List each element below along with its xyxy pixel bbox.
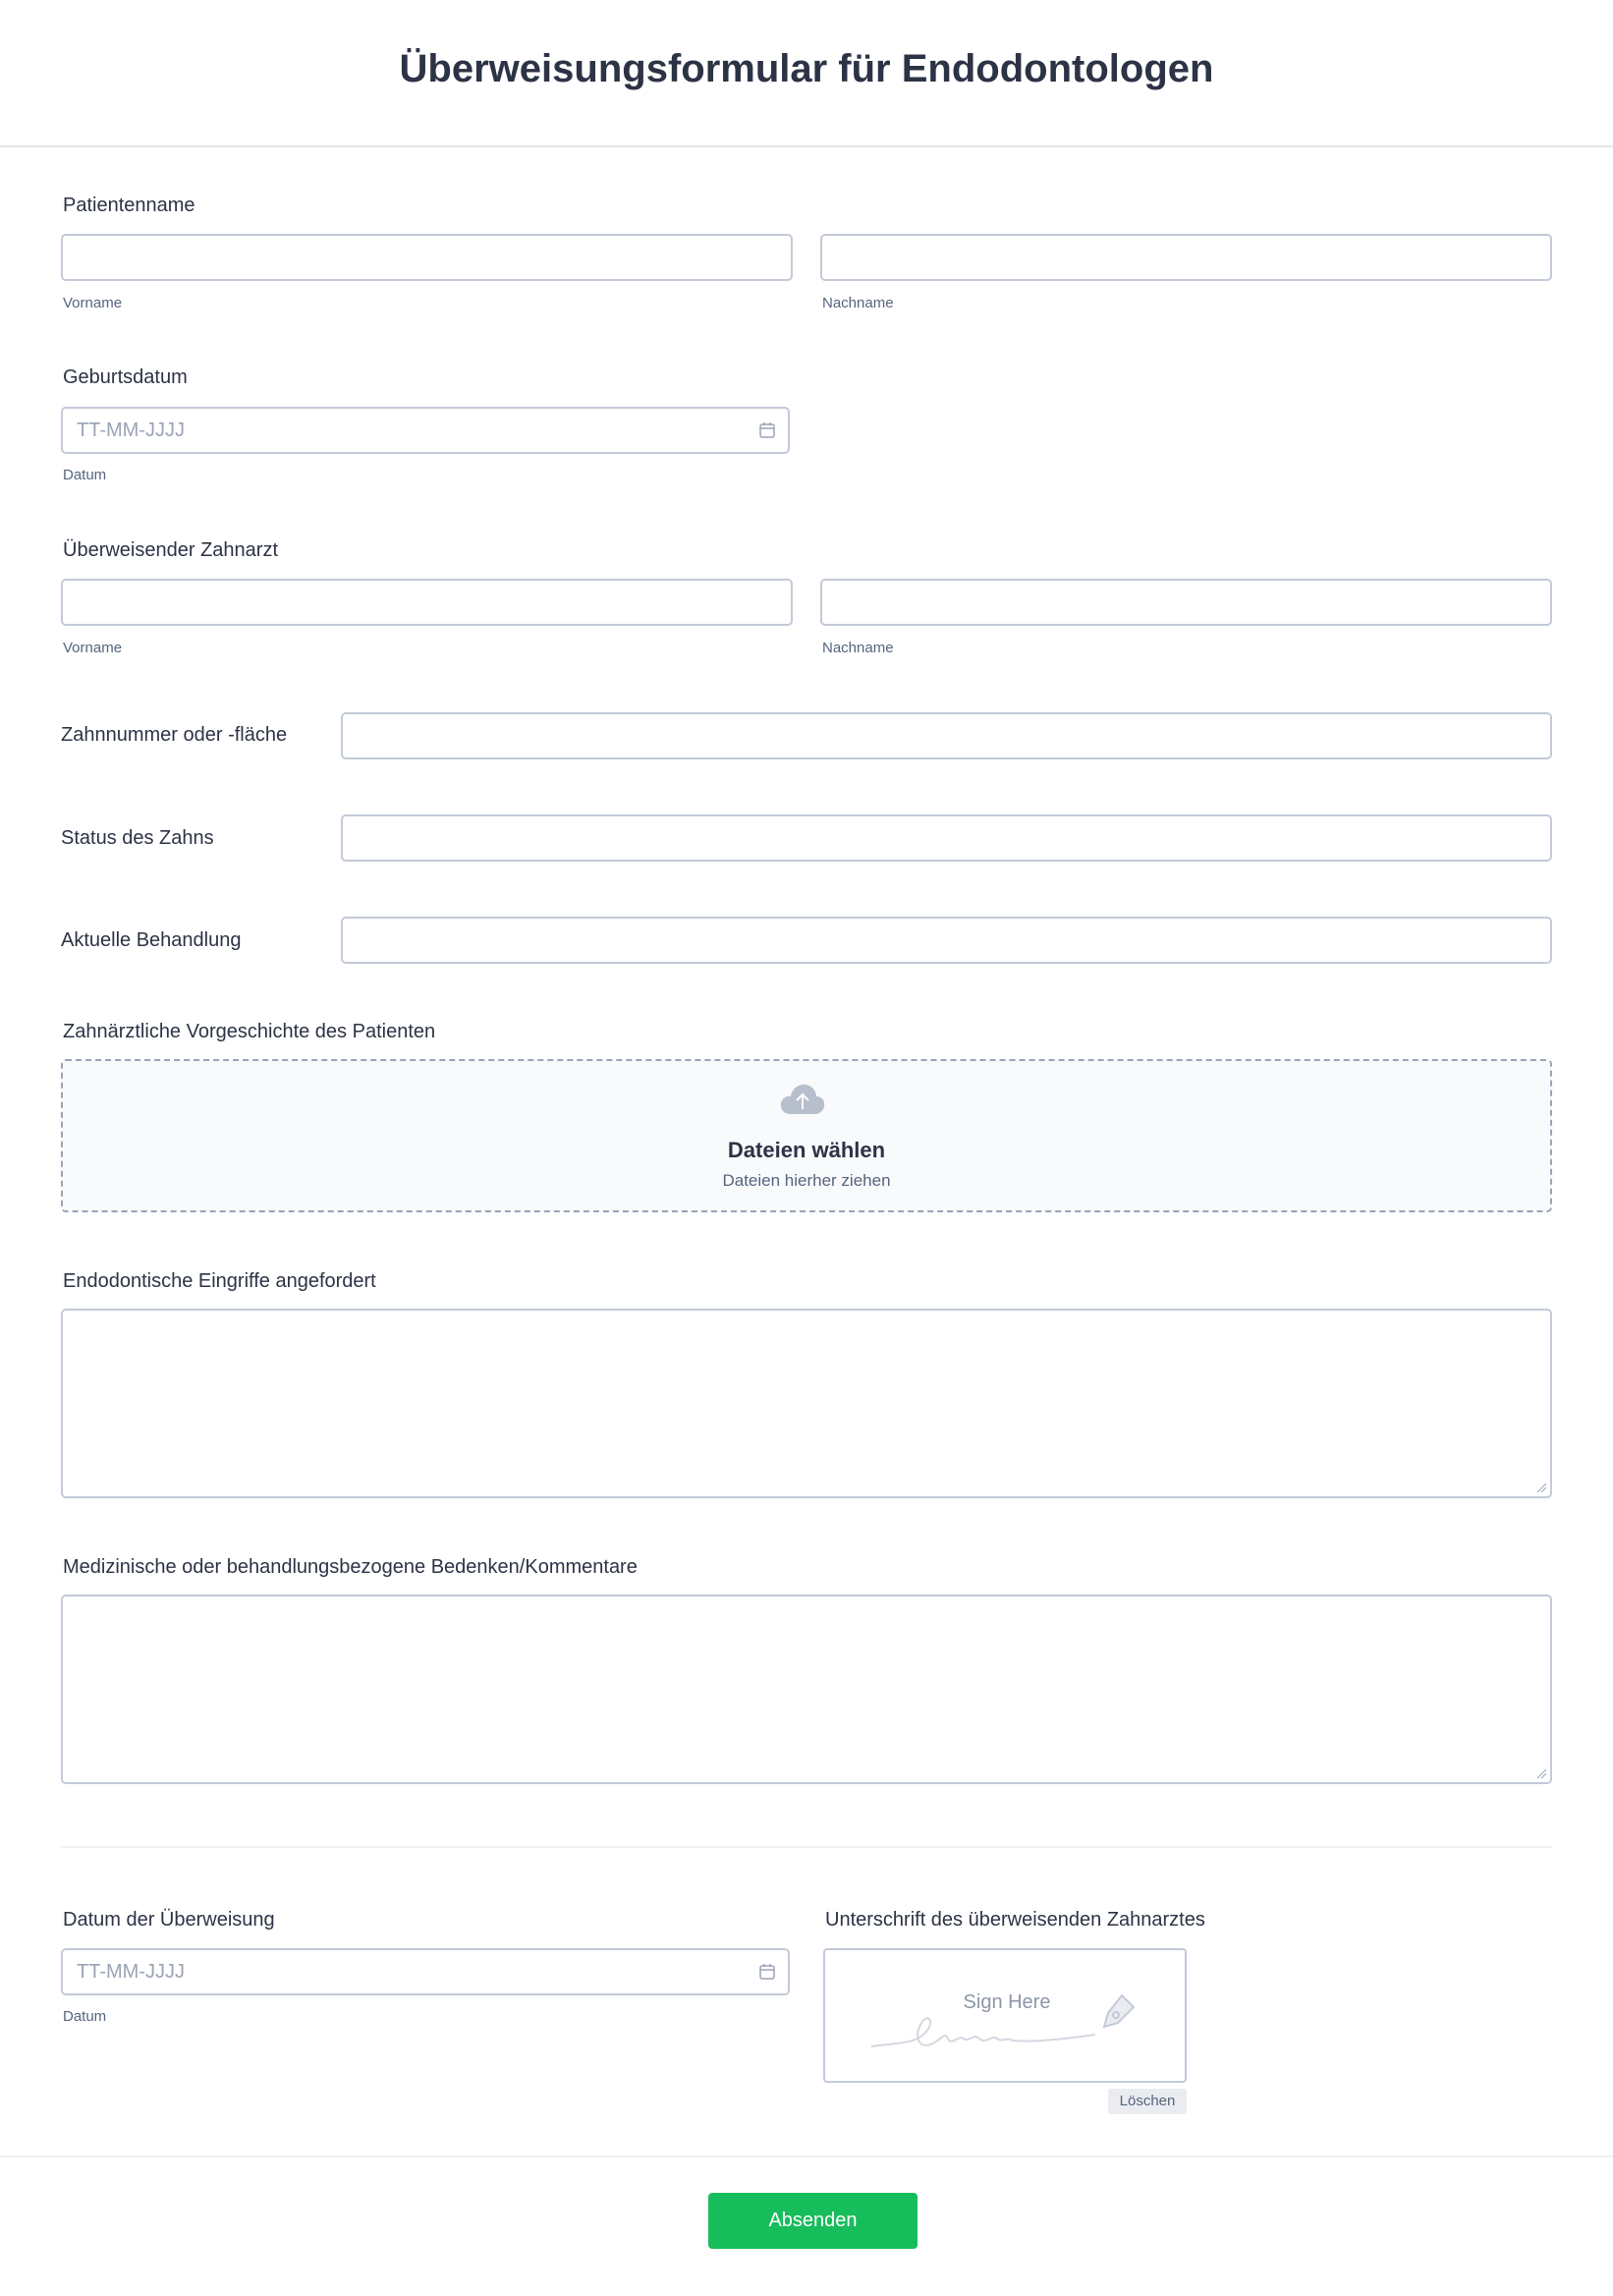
cloud-upload-icon — [779, 1083, 826, 1116]
file-upload-dropzone[interactable] — [61, 1059, 1552, 1212]
patient-last-name-input[interactable] — [820, 234, 1552, 281]
dental-history-label: Zahnärztliche Vorgeschichte des Patienten — [63, 1021, 436, 1042]
calendar-icon[interactable] — [758, 1963, 776, 1981]
signature-clear-button[interactable]: Löschen — [1108, 2089, 1187, 2114]
concerns-label: Medizinische oder behandlungsbezogene Bedenken/Kommentare — [63, 1556, 638, 1578]
current-treatment-label: Aktuelle Behandlung — [61, 929, 242, 951]
referral-date-sublabel: Datum — [63, 2008, 107, 2025]
signature-label: Unterschrift des überweisenden Zahnarztes — [825, 1909, 1205, 1931]
dentist-first-name-sublabel: Vorname — [63, 640, 123, 656]
dentist-last-name-input[interactable] — [820, 579, 1552, 626]
form-title: Überweisungsformular für Endodontologen — [399, 47, 1214, 90]
birth-date-sublabel: Datum — [63, 467, 107, 483]
form-header — [0, 0, 1613, 147]
signature-pad[interactable] — [823, 1948, 1187, 2083]
procedures-label: Endodontische Eingriffe angefordert — [63, 1270, 376, 1292]
upload-subtitle: Dateien hierher ziehen — [722, 1171, 891, 1190]
resize-grip-icon[interactable] — [1535, 1482, 1547, 1493]
referral-date-label: Datum der Überweisung — [63, 1909, 275, 1931]
tooth-status-label: Status des Zahns — [61, 827, 214, 849]
patient-last-name-sublabel: Nachname — [822, 295, 894, 311]
birth-date-input[interactable] — [61, 407, 790, 454]
submit-button[interactable]: Absenden — [708, 2193, 918, 2249]
dentist-first-name-input[interactable] — [61, 579, 793, 626]
calendar-icon[interactable] — [758, 421, 776, 439]
signature-placeholder: Sign Here — [963, 1991, 1051, 2013]
procedures-textarea[interactable] — [61, 1309, 1552, 1498]
resize-grip-icon[interactable] — [1535, 1767, 1547, 1779]
patient-first-name-input[interactable] — [61, 234, 793, 281]
referring-dentist-label: Überweisender Zahnarzt — [63, 539, 278, 561]
concerns-textarea[interactable] — [61, 1595, 1552, 1784]
patient-first-name-sublabel: Vorname — [63, 295, 123, 311]
referral-date-input[interactable] — [61, 1948, 790, 1995]
pen-icon — [1096, 1989, 1140, 2033]
tooth-number-label: Zahnnummer oder -fläche — [61, 724, 288, 746]
current-treatment-input[interactable] — [341, 917, 1552, 964]
birth-date-label: Geburtsdatum — [63, 366, 188, 388]
tooth-number-input[interactable] — [341, 712, 1552, 759]
patient-name-label: Patientenname — [63, 195, 195, 216]
tooth-status-input[interactable] — [341, 814, 1552, 862]
dentist-last-name-sublabel: Nachname — [822, 640, 894, 656]
section-divider — [61, 1846, 1552, 1848]
upload-title: Dateien wählen — [727, 1138, 886, 1162]
